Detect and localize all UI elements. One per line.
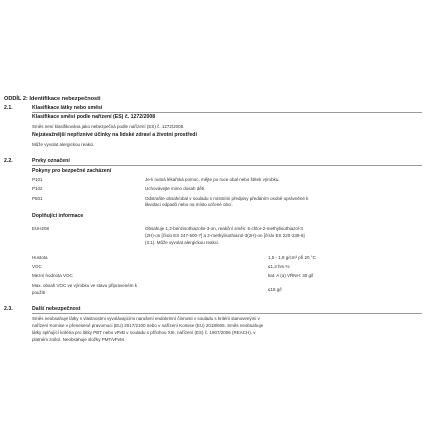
section-2-3-heading: Další nebezpečnost <box>32 306 81 312</box>
euh-text-line: (2H)-on [číslo ES 247-500-7] a 2-methylisothiazol-3(2H)-on [číslo ES 220-239-6] <box>145 233 305 238</box>
property-label: Hustota <box>32 255 48 260</box>
precautionary-subheading: Pokyny pro bezpečné zacházení <box>32 168 112 174</box>
euh-code: EUH208 <box>32 226 50 231</box>
section-2-1-number: 2.1. <box>4 105 13 111</box>
property-value: 1,5 - 1,8 g/cm³ při 20 °C <box>268 255 316 260</box>
property-value: kat. A (a) VŘNH: 30 g/l <box>268 273 314 278</box>
statement-code: P102 <box>32 186 43 191</box>
statement-code: P101 <box>32 177 43 182</box>
euh-text-line: (3:1). Může vyvolat alergickou reakci. <box>145 240 220 245</box>
hazard-text-line: platném znění. Neobsahuje složky PMT/vPvM. <box>32 337 126 342</box>
adverse-effects-subheading: Nejzávažnější nepříznivé účinky na lidské zdraví a životní prostředí <box>32 132 197 138</box>
section-2-3-divider <box>32 313 422 314</box>
section-2-2-heading: Prvky označení <box>32 158 70 164</box>
property-value: ≤1,3 hm.% <box>268 264 290 269</box>
classification-subheading: Klasifikace směsi podle nařízení (ES) č. 1272/2008 <box>32 114 156 120</box>
hazard-text-line: látky splňující kritéria pro látky PBT nebo vPvB v souladu s přílohou XIII, nařízení (ES) č. 1907/2006 (REACH), v <box>32 330 256 335</box>
section-2-2-number: 2.2. <box>4 158 13 164</box>
property-label: VOC <box>32 264 42 269</box>
hazard-text-line: nařízení Komise v přenesené pravomoci (EU) 2017/2100 nebo v nařízení Komise (EU) 2018/605. Směs neobsahuje <box>32 323 264 328</box>
section-2-2-divider <box>32 165 422 166</box>
euh-text-line: Obsahuje 1,2-benzisothiazolin-3-on, reakční směs: 5-chlor-2-methylisothiazol-3 <box>145 226 303 231</box>
property-value: ≤18 g/l <box>268 287 282 292</box>
classification-text: Směs není klasifikována jako nebezpečná podle nařízení (ES) č. 1272/2008. <box>32 124 185 129</box>
statement-text-continued: likvidaci odpadů nebo na místo určené obcí. <box>145 202 233 207</box>
statement-text: Je-li nutná lékařská pomoc, mějte po ruce obal nebo štítek výrobku. <box>145 177 280 182</box>
property-label: Max. obsah VOC ve výrobku ve stavu připraveném k <box>32 283 138 288</box>
section-title: ODDÍL 2: Identifikace nebezpečnosti <box>4 96 101 102</box>
statement-code: P501 <box>32 196 43 201</box>
section-2-1-heading: Klasifikace látky nebo směsi <box>32 105 103 111</box>
property-label-continued: použití <box>32 290 46 295</box>
section-2-1-divider <box>32 112 422 113</box>
property-label: Mezní hodnota VOC <box>32 273 73 278</box>
section-2-3-number: 2.3. <box>4 306 13 312</box>
adverse-effects-text: Může vyvolat alergickou reakci. <box>32 142 95 147</box>
statement-text: Odstraňte obsah/obal v souladu s místními předpisy předáním osobě oprávněné k <box>145 196 309 201</box>
hazard-text-line: Směs neobsahuje látky s vlastnostmi vyvolávajícími narušení endokrinní činnosti v souladu s kritérii stanovenými v <box>32 316 260 321</box>
supplementary-subheading: Doplňující informace <box>32 213 84 219</box>
statement-text: Uchovávejte mimo dosah dětí. <box>145 186 206 191</box>
